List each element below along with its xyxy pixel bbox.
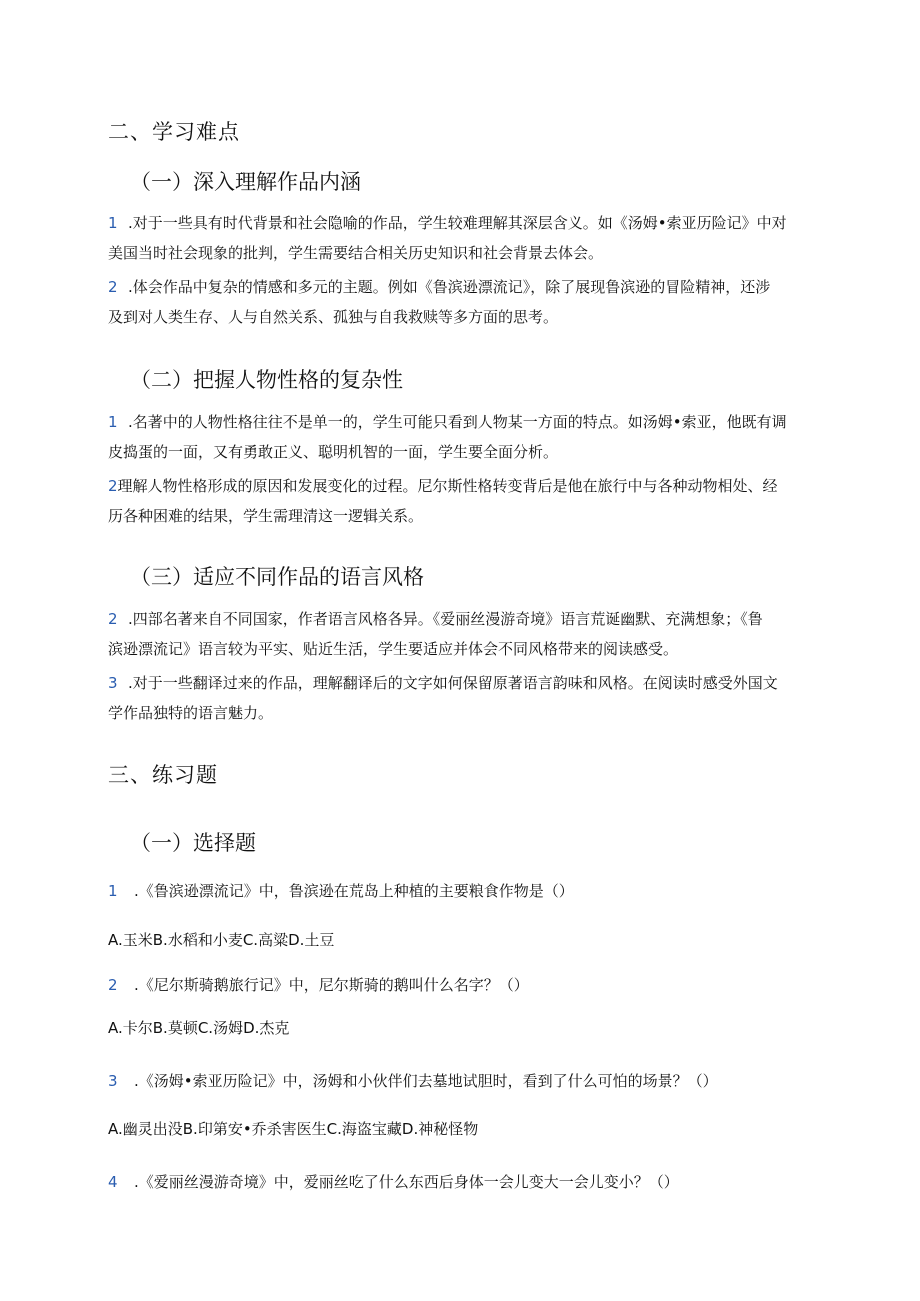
heading-exercises: 三、练习题 xyxy=(108,763,218,787)
item-text: 理解人物性格形成的原因和发展变化的过程。尼尔斯性格转变背后是他在旅行中与各种动物相处、经 xyxy=(117,477,778,495)
question-number: 3 xyxy=(108,1072,118,1090)
answer-options: A.卡尔B.莫顿C.汤姆D.杰克 xyxy=(108,1019,290,1037)
list-item xyxy=(108,668,808,728)
question-number: 1 xyxy=(108,882,118,900)
list-item xyxy=(108,604,808,664)
item-number: 1 xyxy=(108,214,118,232)
item-text-continued: 历各种困难的结果，学生需理清这一逻辑关系。 xyxy=(108,507,424,525)
item-text: .对于一些翻译过来的作品，理解翻译后的文字如何保留原著语言韵味和风格。在阅读时感受外国文 xyxy=(128,674,778,692)
question-number: 2 xyxy=(108,976,118,994)
subheading-language-style: （三）适应不同作品的语言风格 xyxy=(130,565,424,589)
item-number: 2 xyxy=(108,477,118,495)
answer-options: A.幽灵出没B.印第安•乔杀害医生C.海盗宝藏D.神秘怪物 xyxy=(108,1120,479,1138)
question xyxy=(108,1167,808,1197)
list-item xyxy=(108,272,808,332)
question xyxy=(108,1066,808,1096)
list-item xyxy=(108,471,808,531)
question-text: .《爱丽丝漫游奇境》中，爱丽丝吃了什么东西后身体一会儿变大一会儿变小？（） xyxy=(134,1173,679,1191)
item-number: 2 xyxy=(108,278,118,296)
question-text: .《尼尔斯骑鹅旅行记》中，尼尔斯骑的鹅叫什么名字？（） xyxy=(134,976,529,994)
question xyxy=(108,970,808,1000)
item-text-continued: 滨逊漂流记》语言较为平实、贴近生活，学生要适应并体会不同风格带来的阅读感受。 xyxy=(108,640,679,658)
item-number: 1 xyxy=(108,413,118,431)
subheading-character-complexity: （二）把握人物性格的复杂性 xyxy=(130,368,403,392)
question-number: 4 xyxy=(108,1173,118,1191)
subheading-multiple-choice: （一）选择题 xyxy=(130,831,256,855)
heading-difficulties: 二、学习难点 xyxy=(108,120,240,144)
item-text-continued: 及到对人类生存、人与自然关系、孤独与自我救赎等多方面的思考。 xyxy=(108,308,559,326)
item-text: .对于一些具有时代背景和社会隐喻的作品，学生较难理解其深层含义。如《汤姆•索亚历险记》中对 xyxy=(128,214,787,232)
question-text: .《汤姆•索亚历险记》中，汤姆和小伙伴们去墓地试胆时，看到了什么可怕的场景？（） xyxy=(134,1072,718,1090)
list-item xyxy=(108,208,808,268)
item-text-continued: 皮捣蛋的一面，又有勇敢正义、聪明机智的一面，学生要全面分析。 xyxy=(108,443,559,461)
item-text-continued: 美国当时社会现象的批判，学生需要结合相关历史知识和社会背景去体会。 xyxy=(108,244,604,262)
list-item xyxy=(108,407,808,467)
answer-options: A.玉米B.水稻和小麦C.高粱D.土豆 xyxy=(108,931,335,949)
question xyxy=(108,876,808,906)
question-text: .《鲁滨逊漂流记》中，鲁滨逊在荒岛上种植的主要粮食作物是（） xyxy=(134,882,574,900)
item-text-continued: 学作品独特的语言魅力。 xyxy=(108,704,274,722)
subheading-understand-connotation: （一）深入理解作品内涵 xyxy=(130,170,361,194)
item-number: 2 xyxy=(108,610,118,628)
item-text: .四部名著来自不同国家，作者语言风格各异。《爱丽丝漫游奇境》语言荒诞幽默、充满想象；《鲁 xyxy=(128,610,763,628)
item-text: .体会作品中复杂的情感和多元的主题。例如《鲁滨逊漂流记》，除了展现鲁滨逊的冒险精神，还涉 xyxy=(128,278,771,296)
item-text: .名著中的人物性格往往不是单一的，学生可能只看到人物某一方面的特点。如汤姆•索亚，他既有调 xyxy=(128,413,787,431)
item-number: 3 xyxy=(108,674,118,692)
